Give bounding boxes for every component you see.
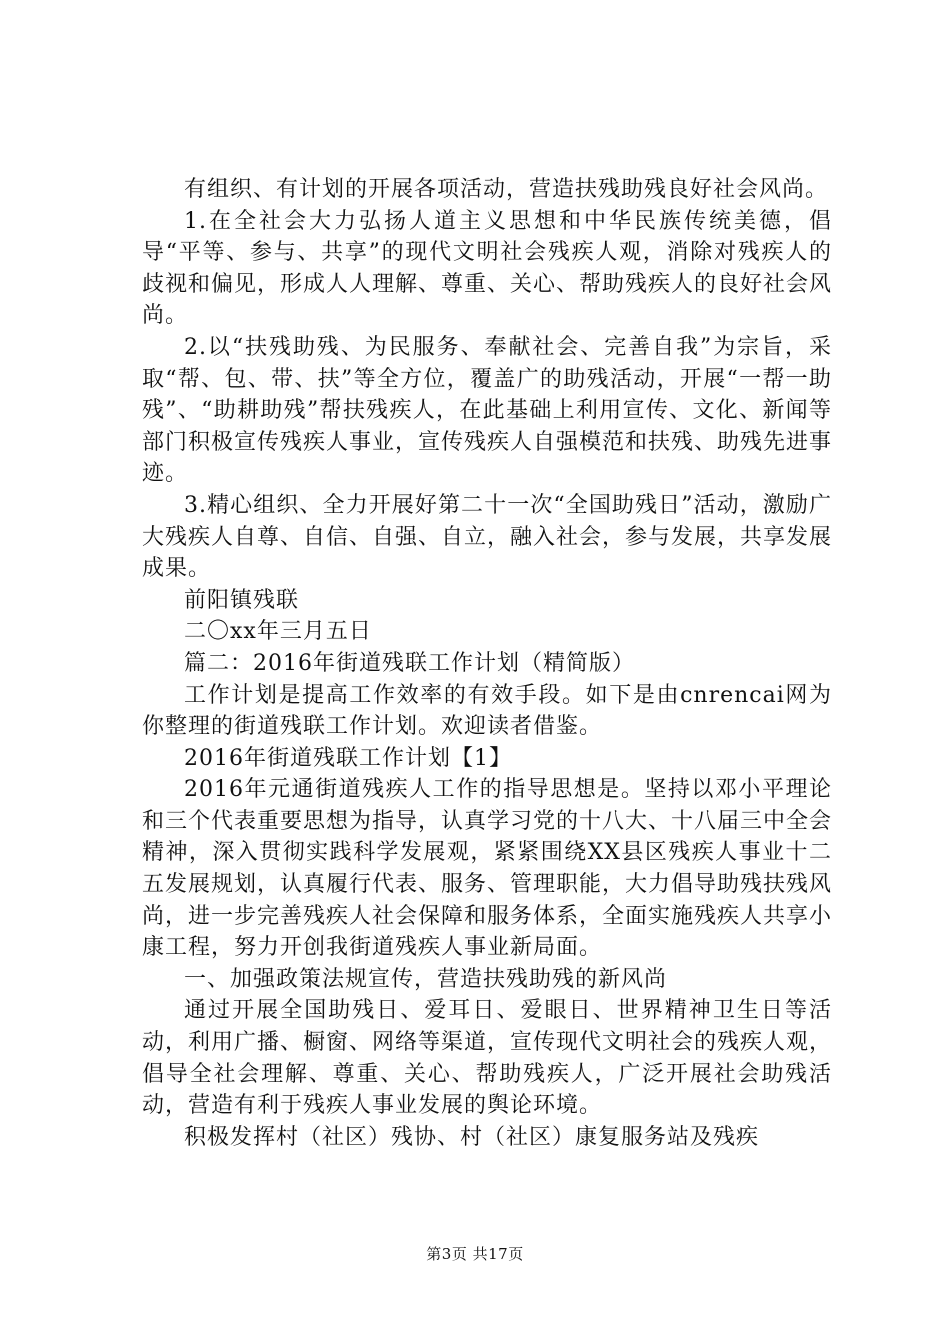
paragraph: 工作计划是提高工作效率的有效手段。如下是由cnrencai网为你整理的街道残联工作计划。欢迎读者借鉴。 <box>142 682 832 740</box>
paragraph: 3.精心组织、全力开展好第二十一次“全国助残日”活动，激励广大残疾人自尊、自信、自强、自立，融入社会，参与发展，共享发展成果。 <box>142 492 833 582</box>
paragraph: 有组织、有计划的开展各项活动，营造扶残助残良好社会风尚。 <box>184 177 829 202</box>
signature-organization: 前阳镇残联 <box>184 587 300 613</box>
paragraph: 2.以“扶残助残、为民服务、奉献社会、完善自我”为宗旨，采取“帮、包、带、扶”等全方位，覆盖广的助残活动，开展“一帮一助残”、“助耕助残”帮扶残疾人，在此基础上利用宣传、文化、新闻等部门积极宣传残疾人事业，宣传残疾人自强模范和扶残、助残先进事迹。 <box>142 334 833 487</box>
subsection-heading: 一、加强政策法规宣传，营造扶残助残的新风尚 <box>184 966 668 992</box>
page-footer: 第3页 共17页 <box>426 1245 524 1263</box>
paragraph: 积极发挥村（社区）残协、村（社区）康复服务站及残疾 <box>184 1124 760 1150</box>
paragraph: 通过开展全国助残日、爱耳日、爱眼日、世界精神卫生日等活动，利用广播、橱窗、网络等渠道，宣传现代文明社会的残疾人观，倡导全社会理解、尊重、关心、帮助残疾人，广泛开展社会助残活动，营造有利于残疾人事业发展的舆论环境。 <box>142 998 833 1119</box>
paragraph: 2016年元通街道残疾人工作的指导思想是。坚持以邓小平理论和三个代表重要思想为指导，认真学习党的十八大、十八届三中全会精神，深入贯彻实践科学发展观，紧紧围绕XX县区残疾人事业十二五发展规划，认真履行代表、服务、管理职能，大力倡导助残扶残风尚，进一步完善残疾人社会保障和服务体系，全面实施残疾人共享小康工程，努力开创我街道残疾人事业新局面。 <box>142 777 833 961</box>
section-heading: 篇二：2016年街道残联工作计划（精简版） <box>184 650 635 676</box>
subsection-heading: 2016年街道残联工作计划【1】 <box>184 745 512 771</box>
signature-date: 二〇xx年三月五日 <box>184 619 372 645</box>
paragraph: 1.在全社会大力弘扬人道主义思想和中华民族传统美德，倡导“平等、参与、共享”的现代文明社会残疾人观，消除对残疾人的歧视和偏见，形成人人理解、尊重、关心、帮助残疾人的良好社会风尚。 <box>142 208 833 329</box>
document-body <box>142 174 832 1153</box>
